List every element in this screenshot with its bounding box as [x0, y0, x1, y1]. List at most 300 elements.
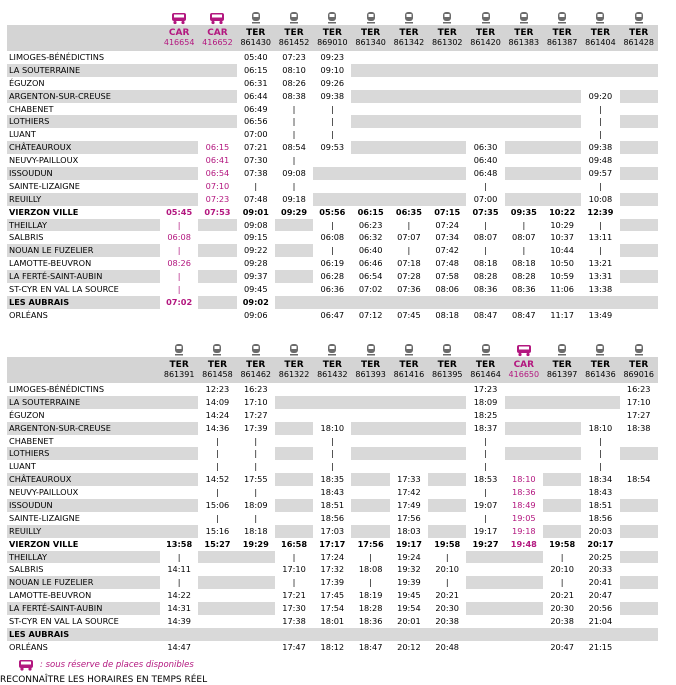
- time-cell: 14:47: [160, 641, 198, 654]
- time-cell: [237, 628, 275, 641]
- service-number: 416652: [202, 38, 233, 47]
- time-cell: 06:48: [466, 167, 504, 180]
- time-cell: 07:10: [198, 180, 236, 193]
- time-cell: [466, 90, 504, 103]
- column-header: [390, 357, 428, 383]
- time-cell: [198, 77, 236, 90]
- time-cell: 17:10: [237, 396, 275, 409]
- time-cell: [466, 563, 504, 576]
- time-cell: |: [581, 103, 619, 116]
- time-cell: 08:47: [466, 309, 504, 322]
- time-cell: 12:39: [581, 206, 619, 219]
- station-name: NOUAN LE FUZELIER: [9, 577, 94, 588]
- service-number: 861340: [355, 38, 386, 47]
- service-type: TER: [590, 28, 611, 38]
- time-cell: |: [505, 219, 543, 232]
- time-cell: [198, 309, 236, 322]
- time-cell: [390, 422, 428, 435]
- time-cell: [620, 257, 658, 270]
- time-cell: [313, 296, 351, 309]
- time-cell: |: [313, 447, 351, 460]
- train-icon: [390, 6, 428, 25]
- time-cell: [160, 154, 198, 167]
- time-cell: [198, 231, 236, 244]
- time-cell: [198, 602, 236, 615]
- time-cell: [543, 383, 581, 396]
- bus-icon: [160, 6, 198, 25]
- time-cell: [198, 103, 236, 116]
- table-row: [7, 512, 658, 525]
- train-icon: [581, 338, 619, 357]
- time-cell: 10:29: [543, 219, 581, 232]
- time-cell: 18:25: [466, 409, 504, 422]
- service-type: TER: [514, 28, 534, 38]
- time-cell: |: [466, 219, 504, 232]
- service-type: TER: [246, 360, 266, 370]
- service-type: TER: [552, 360, 572, 370]
- time-cell: [351, 525, 389, 538]
- time-cell: [428, 435, 466, 448]
- time-cell: [390, 115, 428, 128]
- time-cell: 19:27: [466, 538, 504, 551]
- table-row: [7, 460, 658, 473]
- time-cell: |: [351, 551, 389, 564]
- time-cell: 19:58: [543, 538, 581, 551]
- legend-text: : sous réserve de places disponibles: [40, 660, 194, 670]
- time-cell: 07:00: [466, 193, 504, 206]
- time-cell: 20:38: [428, 615, 466, 628]
- time-cell: |: [466, 486, 504, 499]
- train-icon: [581, 6, 619, 25]
- time-cell: [428, 486, 466, 499]
- time-cell: 07:48: [237, 193, 275, 206]
- time-cell: 18:09: [466, 396, 504, 409]
- table-row: [7, 244, 658, 257]
- time-cell: [543, 141, 581, 154]
- time-cell: [620, 90, 658, 103]
- time-cell: [543, 154, 581, 167]
- time-cell: [428, 193, 466, 206]
- time-cell: [390, 128, 428, 141]
- time-cell: [390, 296, 428, 309]
- time-cell: 19:48: [505, 538, 543, 551]
- time-cell: [275, 486, 313, 499]
- time-cell: 09:23: [313, 51, 351, 64]
- time-cell: [505, 435, 543, 448]
- time-cell: [351, 51, 389, 64]
- time-cell: [620, 589, 658, 602]
- time-cell: 21:15: [581, 641, 619, 654]
- time-cell: 07:45: [390, 309, 428, 322]
- time-cell: 07:23: [275, 51, 313, 64]
- table-row: [7, 180, 658, 193]
- time-cell: [160, 77, 198, 90]
- time-cell: [505, 602, 543, 615]
- time-cell: [390, 141, 428, 154]
- time-cell: 06:30: [466, 141, 504, 154]
- time-cell: [275, 396, 313, 409]
- time-cell: [428, 180, 466, 193]
- time-cell: 20:47: [543, 641, 581, 654]
- time-cell: [428, 512, 466, 525]
- time-cell: [275, 422, 313, 435]
- time-cell: 20:56: [581, 602, 619, 615]
- time-cell: 18:09: [237, 499, 275, 512]
- realtime-notice: RECONNAÎTRE LES HORAIRES EN TEMPS RÉEL: [0, 675, 208, 685]
- time-cell: 06:47: [313, 309, 351, 322]
- time-cell: |: [581, 460, 619, 473]
- time-cell: [428, 525, 466, 538]
- time-cell: 17:21: [275, 589, 313, 602]
- column-header: [390, 25, 428, 51]
- table-row: [7, 641, 658, 654]
- time-cell: [620, 309, 658, 322]
- time-cell: [581, 296, 619, 309]
- time-cell: [505, 193, 543, 206]
- time-cell: [543, 180, 581, 193]
- station-name: LA FERTÉ-SAINT-AUBIN: [9, 603, 103, 614]
- time-cell: [581, 64, 619, 77]
- station-name: LES AUBRAIS: [9, 628, 70, 639]
- time-cell: [428, 141, 466, 154]
- service-type: TER: [475, 28, 496, 38]
- table-row: [7, 90, 658, 103]
- time-cell: 08:10: [275, 64, 313, 77]
- table-row: [7, 422, 658, 435]
- service-number: 861432: [317, 370, 348, 379]
- time-cell: 06:41: [198, 154, 236, 167]
- time-cell: 10:59: [543, 270, 581, 283]
- time-cell: 19:07: [466, 499, 504, 512]
- service-number: 861322: [278, 370, 310, 379]
- time-cell: |: [466, 180, 504, 193]
- time-cell: 17:24: [313, 551, 351, 564]
- time-cell: [237, 589, 275, 602]
- time-cell: [620, 51, 658, 64]
- time-cell: [351, 193, 389, 206]
- service-type: CAR: [207, 28, 228, 38]
- table-row: [7, 77, 658, 90]
- time-cell: [313, 383, 351, 396]
- time-cell: 14:24: [198, 409, 236, 422]
- time-cell: 06:08: [160, 231, 198, 244]
- time-cell: [351, 115, 389, 128]
- time-cell: |: [543, 576, 581, 589]
- service-number: 861416: [393, 370, 425, 379]
- time-cell: [160, 628, 198, 641]
- time-cell: [198, 296, 236, 309]
- time-cell: 18:43: [313, 486, 351, 499]
- service-type: TER: [399, 28, 419, 38]
- time-cell: 14:09: [198, 396, 236, 409]
- time-cell: 09:01: [237, 206, 275, 219]
- table-row: [7, 396, 658, 409]
- time-cell: |: [313, 244, 351, 257]
- station-name: VIERZON VILLE: [9, 206, 79, 217]
- time-cell: [198, 615, 236, 628]
- time-cell: |: [313, 115, 351, 128]
- time-cell: [620, 641, 658, 654]
- station-name: CHABENET: [9, 435, 54, 446]
- time-cell: [620, 141, 658, 154]
- legend: [18, 659, 194, 671]
- time-cell: |: [390, 244, 428, 257]
- time-cell: [505, 396, 543, 409]
- time-cell: 07:18: [390, 257, 428, 270]
- station-name: ÉGUZON: [9, 409, 45, 420]
- station-name: SAINTE-LIZAIGNE: [9, 512, 80, 523]
- station-name: ARGENTON-SUR-CREUSE: [9, 90, 111, 101]
- time-cell: 19:29: [237, 538, 275, 551]
- time-cell: 20:48: [428, 641, 466, 654]
- time-cell: [428, 64, 466, 77]
- time-cell: [390, 628, 428, 641]
- time-cell: [198, 641, 236, 654]
- column-header: [160, 25, 198, 51]
- time-cell: 05:45: [160, 206, 198, 219]
- time-cell: 14:31: [160, 602, 198, 615]
- time-cell: 19:54: [390, 602, 428, 615]
- time-cell: |: [581, 180, 619, 193]
- time-cell: 19:32: [390, 563, 428, 576]
- time-cell: 06:56: [237, 115, 275, 128]
- time-cell: 13:21: [581, 257, 619, 270]
- time-cell: 07:02: [351, 283, 389, 296]
- time-cell: 18:12: [313, 641, 351, 654]
- time-cell: [505, 64, 543, 77]
- time-cell: |: [466, 447, 504, 460]
- service-number: 861452: [278, 38, 310, 47]
- time-cell: [237, 615, 275, 628]
- time-cell: |: [237, 435, 275, 448]
- time-cell: 17:33: [390, 473, 428, 486]
- time-cell: [160, 409, 198, 422]
- column-header: [543, 25, 581, 51]
- station-name: LOTHIERS: [9, 448, 50, 459]
- service-number: 861342: [393, 38, 425, 47]
- table-row: [7, 486, 658, 499]
- table-row: [7, 551, 658, 564]
- time-cell: [505, 641, 543, 654]
- time-cell: 07:23: [198, 193, 236, 206]
- time-cell: 19:45: [390, 589, 428, 602]
- time-cell: [275, 512, 313, 525]
- time-cell: [390, 460, 428, 473]
- time-cell: [198, 64, 236, 77]
- time-cell: 08:18: [428, 309, 466, 322]
- time-cell: [428, 422, 466, 435]
- time-cell: 15:27: [198, 538, 236, 551]
- column-header-row: [7, 25, 658, 51]
- time-cell: [543, 435, 581, 448]
- time-cell: 18:51: [313, 499, 351, 512]
- time-cell: [237, 576, 275, 589]
- time-cell: 20:30: [543, 602, 581, 615]
- table-row: [7, 231, 658, 244]
- time-cell: [160, 435, 198, 448]
- table-row: [7, 193, 658, 206]
- time-cell: [275, 383, 313, 396]
- time-cell: [543, 499, 581, 512]
- train-icon: [428, 6, 466, 25]
- table-row: [7, 296, 658, 309]
- time-cell: 20:03: [581, 525, 619, 538]
- time-cell: 18:10: [505, 473, 543, 486]
- time-cell: 07:28: [390, 270, 428, 283]
- bus-icon: [198, 6, 236, 25]
- time-cell: [275, 283, 313, 296]
- table-row: [7, 538, 658, 551]
- time-cell: [505, 51, 543, 64]
- column-header: [198, 357, 236, 383]
- service-number: 861462: [240, 370, 272, 379]
- time-cell: [505, 576, 543, 589]
- time-cell: [160, 447, 198, 460]
- table-row: [7, 473, 658, 486]
- train-icon: [275, 338, 313, 357]
- time-cell: [198, 115, 236, 128]
- column-header: [620, 25, 658, 51]
- time-cell: 06:36: [313, 283, 351, 296]
- time-cell: 16:23: [237, 383, 275, 396]
- time-cell: [351, 486, 389, 499]
- table-row: [7, 525, 658, 538]
- time-cell: [620, 180, 658, 193]
- time-cell: |: [466, 512, 504, 525]
- time-cell: 18:38: [620, 422, 658, 435]
- time-cell: [275, 296, 313, 309]
- service-number: 416650: [508, 370, 540, 379]
- train-icon: [237, 338, 275, 357]
- time-cell: [428, 90, 466, 103]
- time-cell: [620, 576, 658, 589]
- column-header: [275, 357, 313, 383]
- time-cell: 10:50: [543, 257, 581, 270]
- table-row: [7, 615, 658, 628]
- time-cell: [505, 589, 543, 602]
- column-header: [351, 25, 389, 51]
- time-cell: [390, 77, 428, 90]
- time-cell: 14:52: [198, 473, 236, 486]
- station-name: LIMOGES-BÉNÉDICTINS: [9, 384, 105, 394]
- time-cell: 06:15: [237, 64, 275, 77]
- time-cell: [543, 103, 581, 116]
- time-cell: 18:08: [351, 563, 389, 576]
- time-cell: [351, 435, 389, 448]
- time-cell: 15:16: [198, 525, 236, 538]
- time-cell: [351, 77, 389, 90]
- time-cell: |: [198, 447, 236, 460]
- time-cell: [543, 422, 581, 435]
- time-cell: [390, 167, 428, 180]
- time-cell: 07:02: [160, 296, 198, 309]
- bus-icon: [505, 338, 543, 357]
- station-name: THEILLAY: [9, 551, 48, 562]
- time-cell: [237, 602, 275, 615]
- train-icon: [505, 6, 543, 25]
- time-cell: [505, 628, 543, 641]
- time-cell: |: [428, 576, 466, 589]
- station-name: CHÂTEAUROUX: [9, 474, 72, 485]
- time-cell: [505, 167, 543, 180]
- time-cell: [275, 409, 313, 422]
- time-cell: 07:36: [390, 283, 428, 296]
- column-header: [620, 357, 658, 383]
- time-cell: |: [275, 128, 313, 141]
- time-cell: [505, 128, 543, 141]
- time-cell: [543, 628, 581, 641]
- time-cell: [428, 103, 466, 116]
- time-cell: [428, 383, 466, 396]
- time-cell: 09:29: [275, 206, 313, 219]
- time-cell: [275, 435, 313, 448]
- time-cell: 07:38: [237, 167, 275, 180]
- time-cell: |: [313, 435, 351, 448]
- time-cell: 09:35: [505, 206, 543, 219]
- time-cell: [390, 51, 428, 64]
- time-cell: [543, 64, 581, 77]
- time-cell: 08:28: [466, 270, 504, 283]
- train-icon: [620, 6, 658, 25]
- station-name: LAMOTTE-BEUVRON: [9, 258, 92, 269]
- time-cell: |: [313, 103, 351, 116]
- time-cell: 13:58: [160, 538, 198, 551]
- train-icon: [620, 338, 658, 357]
- time-cell: [505, 460, 543, 473]
- time-cell: [543, 525, 581, 538]
- time-cell: 06:54: [198, 167, 236, 180]
- time-cell: [428, 409, 466, 422]
- time-cell: 18:01: [313, 615, 351, 628]
- time-cell: [160, 90, 198, 103]
- time-cell: 13:11: [581, 231, 619, 244]
- time-cell: [581, 628, 619, 641]
- time-cell: [351, 473, 389, 486]
- time-cell: [160, 309, 198, 322]
- time-cell: 17:10: [620, 396, 658, 409]
- time-cell: [466, 551, 504, 564]
- time-cell: [620, 460, 658, 473]
- service-number: 861436: [585, 370, 616, 379]
- time-cell: [543, 296, 581, 309]
- time-cell: 13:38: [581, 283, 619, 296]
- time-cell: 18:36: [351, 615, 389, 628]
- time-cell: [620, 512, 658, 525]
- column-header: [198, 25, 236, 51]
- time-cell: 09:18: [275, 193, 313, 206]
- time-cell: 18:51: [581, 499, 619, 512]
- time-cell: [160, 128, 198, 141]
- time-cell: [351, 512, 389, 525]
- time-cell: 19:24: [390, 551, 428, 564]
- time-cell: |: [313, 460, 351, 473]
- time-cell: [275, 628, 313, 641]
- time-cell: [505, 90, 543, 103]
- service-type: TER: [246, 28, 266, 38]
- time-cell: 18:28: [351, 602, 389, 615]
- time-cell: [581, 383, 619, 396]
- table-row: [7, 447, 658, 460]
- time-cell: [620, 525, 658, 538]
- service-type: TER: [284, 28, 304, 38]
- time-cell: [198, 51, 236, 64]
- time-cell: [543, 115, 581, 128]
- time-cell: [428, 77, 466, 90]
- time-cell: |: [581, 447, 619, 460]
- time-cell: [351, 409, 389, 422]
- time-cell: [428, 473, 466, 486]
- time-cell: [351, 141, 389, 154]
